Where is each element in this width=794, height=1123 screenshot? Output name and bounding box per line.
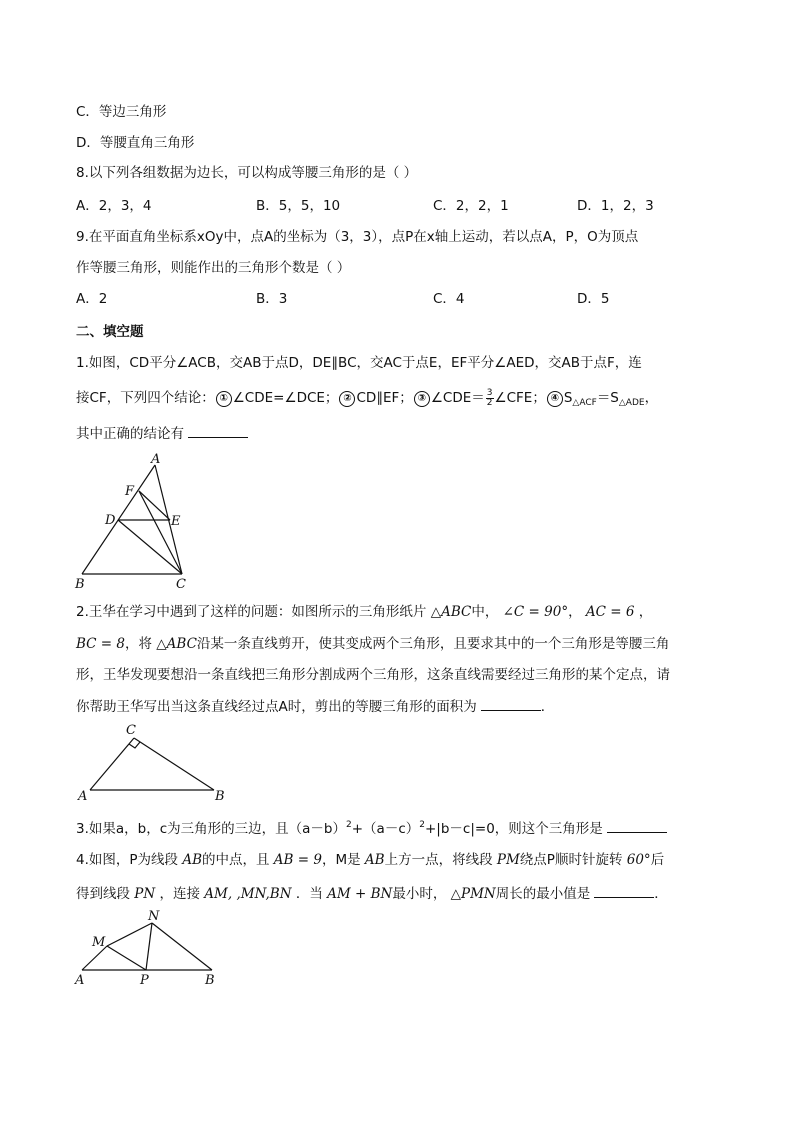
f4-line2-e: 周长的最小值是	[495, 886, 591, 902]
label-a: A	[151, 452, 161, 467]
f4-line2-b: ，连接	[159, 886, 200, 902]
label-b: B	[205, 973, 215, 988]
option-c: C．等边三角形	[76, 104, 167, 120]
f4-line1-e: 绕点P顺时针旋转	[519, 852, 623, 868]
label-f: F	[125, 484, 135, 499]
label-a: A	[75, 973, 85, 988]
f1-conclusion-4a: S	[563, 390, 573, 406]
f1-conclusion-1: ∠CDE=∠DCE；	[232, 390, 339, 406]
right-angle-mark	[129, 742, 140, 748]
f2-side-ac	[90, 738, 134, 790]
f2-side-cb	[134, 738, 214, 790]
f2-angle-c: ∠C = 90°	[502, 604, 569, 620]
q9-option-c: C．4	[433, 291, 465, 307]
f2-line3: 形，王华发现要想沿一条直线把三角形分割成两个三角形，这条直线需要经过三角形的某个定点，请	[76, 667, 670, 683]
fraction-numerator: 3	[486, 387, 493, 398]
label-n: N	[148, 909, 160, 924]
q8-option-a: A．2，3，4	[76, 198, 152, 214]
f2-line4	[76, 696, 554, 717]
label-c: C	[126, 723, 136, 738]
f4-line2-d: 最小时，	[392, 886, 447, 902]
circled-1: ①	[216, 391, 232, 407]
fraction-3-2	[486, 389, 494, 408]
f4-line2	[76, 883, 668, 904]
q8-stem: 8.以下列各组数据为边长，可以构成等腰三角形的是（ ）	[76, 165, 418, 181]
label-m: M	[92, 935, 106, 950]
f4-segment-list: AM, ,MN,BN	[204, 886, 292, 902]
f3-text-a: 3.如果a，b，c为三角形的三边，且（a－b）	[76, 821, 346, 837]
f2-line1	[76, 602, 652, 622]
label-b: B	[215, 789, 225, 804]
f3-sup-1: 2	[346, 820, 352, 830]
label-b: B	[75, 577, 85, 592]
answer-blank[interactable]	[594, 883, 654, 898]
q9-option-d: D．5	[577, 291, 610, 307]
f4-line2-end: ．	[654, 886, 668, 902]
f1-line2-intro: 接CF，下列四个结论：	[76, 390, 215, 406]
f4-triangle-pmn: △PMN	[450, 886, 496, 902]
f1-conclusion-3b: ∠CFE；	[494, 390, 546, 406]
f3-line	[76, 815, 667, 839]
f4-line1-d: 上方一点，将线段	[384, 852, 493, 868]
f1-sub-acf: △ACF	[572, 398, 597, 408]
option-d: D．等腰直角三角形	[76, 135, 195, 151]
f1-line3	[76, 423, 248, 444]
q8-option-b: B．5，5，10	[256, 198, 341, 214]
f1-segment-fc	[139, 491, 182, 574]
f4-segment-pm: PM	[496, 852, 520, 868]
f4-segment-mn	[107, 923, 152, 946]
label-p: P	[140, 973, 149, 988]
f2-line2	[76, 634, 669, 654]
f1-triangle-figure	[70, 448, 210, 593]
f3-sup-2: 2	[419, 820, 425, 830]
q8-option-c: C．2，2，1	[433, 198, 509, 214]
q9-stem-line1: 9.在平面直角坐标系xOy中，点A的坐标为（3，3），点P在x轴上运动，若以点A，P，O为顶点	[76, 229, 639, 245]
f2-comma-2: ，	[638, 604, 653, 620]
f1-line3-text: 其中正确的结论有	[76, 426, 184, 442]
f4-rotation-angle: 60°	[626, 852, 651, 868]
f4-ab-length: AB = 9	[273, 852, 322, 868]
answer-blank[interactable]	[481, 696, 541, 711]
f4-line1-a: 4.如图，P为线段	[76, 852, 179, 868]
q9-stem-line2: 作等腰三角形，则能作出的三角形个数是（ ）	[76, 260, 351, 276]
f4-line1-b: 的中点，且	[202, 852, 270, 868]
f1-line2	[76, 388, 658, 413]
circled-2: ②	[339, 391, 355, 407]
section-title: 二、填空题	[76, 324, 144, 340]
f4-line1-f: 后	[650, 852, 665, 868]
answer-blank[interactable]	[607, 818, 667, 833]
f4-line2-c: ．当	[295, 886, 323, 902]
f1-conclusion-2: CD∥EF；	[356, 390, 413, 406]
f2-triangle-abc: △ABC	[430, 604, 472, 620]
label-e: E	[171, 514, 181, 529]
q9-option-b: B．3	[256, 291, 288, 307]
f2-line1-text: 2.王华在学习中遇到了这样的问题：如图所示的三角形纸片	[76, 604, 427, 620]
f2-bc-length: BC = 8	[76, 636, 125, 652]
f1-conclusion-4b: ＝S	[596, 390, 619, 406]
f4-line2-a: 得到线段	[76, 886, 130, 902]
f4-sum-expression: AM + BN	[327, 886, 393, 902]
circled-3: ③	[414, 391, 430, 407]
f4-segment-ab-2: AB	[364, 852, 385, 868]
f4-line1-c: ，M是	[321, 852, 361, 868]
label-c: C	[176, 577, 186, 592]
q8-option-d: D．1，2，3	[577, 198, 654, 214]
f2-ac-length: AC = 6	[585, 604, 635, 620]
f4-segment-ab: AB	[182, 852, 202, 868]
f2-line2-mid: ，将	[124, 636, 152, 652]
f1-line1: 1.如图，CD平分∠ACB，交AB于点D，DE∥BC，交AC于点E，EF平分∠AED，交AB于点F，连	[76, 355, 642, 371]
f4-rotation-figure	[72, 905, 232, 995]
q9-option-a: A．2	[76, 291, 108, 307]
f4-segment-pm-line	[107, 946, 146, 970]
f2-comma-1: ，	[568, 604, 582, 620]
f4-segment-nb	[152, 923, 212, 970]
answer-blank[interactable]	[188, 423, 248, 438]
f2-triangle-abc-2: △ABC	[156, 636, 197, 652]
f4-segment-pn: PN	[134, 886, 156, 902]
f4-segment-pn-line	[146, 923, 152, 970]
f4-line1	[76, 850, 664, 870]
f1-sub-ade: △ADE	[618, 398, 645, 408]
f2-right-triangle-figure	[74, 718, 234, 806]
f3-text-c: +|b－c|=0，则这个三角形是	[424, 821, 603, 837]
f2-line4-text: 你帮助王华写出当这条直线经过点A时，剪出的等腰三角形的面积为	[76, 699, 477, 715]
fraction-denominator: 2	[486, 397, 493, 408]
f1-conclusion-4c: ，	[644, 390, 659, 406]
label-a: A	[78, 789, 88, 804]
f2-line4-end: ．	[540, 699, 555, 715]
f2-line1-mid: 中，	[471, 604, 499, 620]
circled-4: ④	[547, 391, 563, 407]
f2-line2-text: 沿某一条直线剪开，使其变成两个三角形，且要求其中的一个三角形是等腰三角	[196, 636, 670, 652]
f3-text-b: +（a－c）	[351, 821, 420, 837]
label-d: D	[105, 513, 116, 528]
f1-conclusion-3a: ∠CDE＝	[430, 390, 485, 406]
